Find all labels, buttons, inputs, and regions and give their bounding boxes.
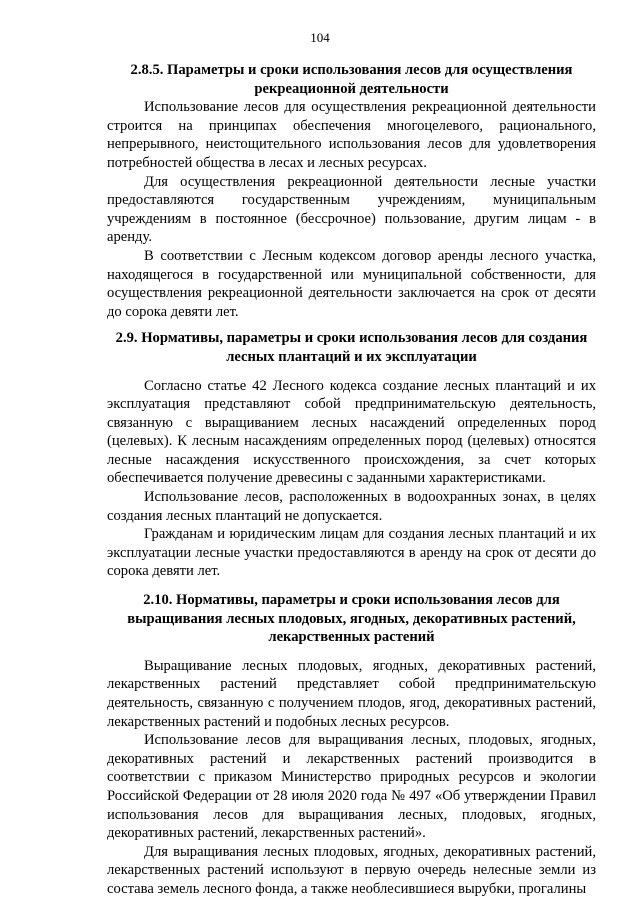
paragraph: Для осуществления рекреационной деятельности лесные участки предоставляются государственным учреждениям, муниципальным учреждениям в постоянное (бессрочное) пользование, другим лицам - в аренду. xyxy=(107,173,596,246)
paragraph: Использование лесов, расположенных в водоохранных зонах, в целях создания лесных плантаций не допускается. xyxy=(107,489,596,524)
section-heading: 2.9. Нормативы, параметры и сроки использования лесов для создания лесных плантаций и их эксплуатации xyxy=(115,330,588,365)
document-body xyxy=(107,61,596,899)
paragraph: Выращивание лесных плодовых, ягодных, декоративных растений, лекарственных растений представляет собой предпринимательскую деятельность, связанную с получением плодов, ягод, декоративных растений, лекарственных растений и подобных лесных ресурсов. xyxy=(107,657,596,730)
paragraph: Использование лесов для выращивания лесных, плодовых, ягодных, декоративных растений и лекарственных растений производится в соответствии с приказом Министерство природных ресурсов и экологии Российской Федерации от 28 июля 2020 года № 497 «Об утверждении Правил использования лесов для выращивания лесных, плодовых, ягодных, декоративных растений, лекарственных растений». xyxy=(107,732,596,842)
paragraph: Согласно статье 42 Лесного кодекса создание лесных плантаций и их эксплуатация представляют собой предпринимательскую деятельность, связанную с выращиванием лесных насаждений определенных пород (целевых). К лесным насаждениям определенных пород (целевых) относятся лесные насаждения искусственного происхождения, за счет которых обеспечивается получение древесины с заданными характеристиками. xyxy=(107,377,596,487)
section-heading: 2.10. Нормативы, параметры и сроки использования лесов для выращивания лесных плодовых, ягодных, декоративных растений, лекарственных растений xyxy=(127,592,576,646)
paragraph: Гражданам и юридическим лицам для создания лесных плантаций и их эксплуатации лесные участки предоставляются в аренду на срок от десяти до сорока девяти лет. xyxy=(107,526,596,580)
section-recreation xyxy=(107,61,596,321)
paragraph: Для выращивания лесных плодовых, ягодных, декоративных растений, лекарственных растений используют в первую очередь нелесные земли из состава земель лесного фонда, а также необлесившиеся вырубки, прогалины xyxy=(107,843,596,897)
section-fruit-berry-plants xyxy=(107,591,596,899)
paragraph: Использование лесов для осуществления рекреационной деятельности строится на принципах обеспечения многоцелевого, рационального, непрерывного, неистощительного использования лесов для удовлетворения потребностей общества в лесах и лесных ресурсах. xyxy=(107,99,596,171)
paragraph: В соответствии с Лесным кодексом договор аренды лесного участка, находящегося в государственной или муниципальной собственности, для осуществления рекреационной деятельности заключается на срок от десяти до сорока девяти лет. xyxy=(107,247,596,320)
section-heading: 2.8.5. Параметры и сроки использования лесов для осуществления рекреационной деятельности xyxy=(130,62,573,97)
section-forest-plantations xyxy=(107,329,596,581)
page-number: 104 xyxy=(310,30,330,45)
